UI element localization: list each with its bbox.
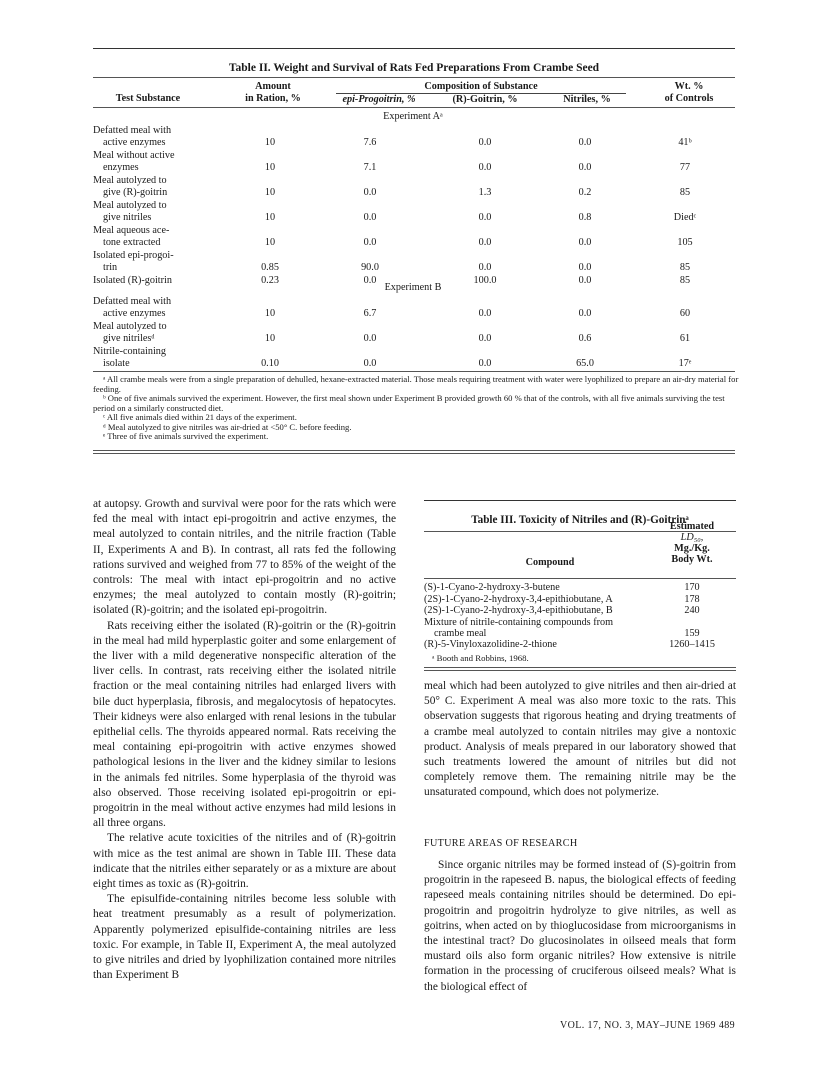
- cell-wt: 85: [679, 262, 691, 273]
- cell-nitriles: 0.0: [578, 137, 592, 148]
- experiment-a-label: Experiment Aᵃ: [383, 111, 443, 122]
- footnote: ᵉ Three of five animals survived the experiment.: [103, 431, 269, 441]
- header-ld50-line: Estimated: [669, 521, 715, 532]
- cell-nitriles: 0.0: [578, 162, 592, 173]
- cell-epi: 0.0: [363, 187, 377, 198]
- ld50-value: 170: [684, 582, 700, 593]
- paragraph: The relative acute toxicities of the nitriles and of (R)-goitrin with mice as the test animal are shown in Table III. These data indicate that the nitriles either separately or as a mixture are about eight times as toxic as (R)-goitrin.: [93, 832, 396, 891]
- header-goitrin: (R)-Goitrin, %: [452, 94, 518, 105]
- compound-name: Mixture of nitrile-containing compounds from: [424, 616, 613, 628]
- cell-amount: 10: [264, 308, 276, 319]
- cell-nitriles: 0.0: [578, 308, 592, 319]
- row-label: Defatted meal with: [93, 125, 172, 136]
- header-amount-2: in Ration, %: [245, 93, 301, 104]
- cell-wt: 85: [679, 275, 691, 286]
- table-3-title: Table III. Toxicity of Nitriles and (R)-Goitrinᵃ: [471, 514, 689, 526]
- row-label: Nitrile-containing: [93, 346, 166, 357]
- row-label: isolate: [103, 358, 130, 369]
- cell-amount: 10: [264, 187, 276, 198]
- row-label: trin: [103, 262, 118, 273]
- header-composition: Composition of Substance: [424, 81, 538, 92]
- cell-epi: 7.1: [363, 162, 377, 173]
- table-3-bottom-rule-2: [424, 670, 736, 671]
- cell-goitrin: 0.0: [478, 308, 492, 319]
- header-ld50-line: Mg./Kg.: [674, 543, 710, 554]
- cell-amount: 0.10: [261, 358, 279, 369]
- cell-epi: 6.7: [363, 308, 377, 319]
- paragraph: Rats receiving either the isolated (R)-goitrin or the (R)-goitrin in the meal had mild hyperplastic goiter and some enlargement of the liver with a mild degenerative nonspecific alteration of the liver cells. In contrast, rats receiving either the isolated nitrile fraction or the meal containing nitriles had enlarged livers with bile duct hyperplasia, fibrosis, and megalocytosis of hepatocytes. Their kidneys were also enlarged with renal lesions in the tubular epithelial cells. The thyroids appeared normal. Rats receiving the meal containing epi-progoitrin with active enzymes showed pathological lesions in the liver and the kidney similar to lesions in the animals fed nitriles. Some hyperplasia of the thyroid was also observed. Those receiving isolated epi-progoitrin or epi-progoitrin in the meal without active enzymes had mild lesions in all three organs.: [93, 619, 396, 830]
- cell-amount: 0.23: [261, 275, 279, 286]
- cell-wt: 77: [679, 162, 691, 173]
- table-2-title-rule: [93, 77, 735, 78]
- cell-epi: 90.0: [361, 262, 379, 273]
- table-2-header-rule: [93, 107, 735, 108]
- cell-nitriles: 0.8: [578, 212, 592, 223]
- row-label: enzymes: [103, 162, 139, 173]
- cell-epi: 0.0: [363, 237, 377, 248]
- cell-goitrin: 0.0: [478, 162, 492, 173]
- row-label: tone extracted: [103, 237, 161, 248]
- cell-wt: 105: [677, 237, 693, 248]
- header-test-substance: Test Substance: [115, 93, 181, 104]
- row-label: Meal autolyzed to: [93, 200, 167, 211]
- compound-name-cont: crambe meal: [434, 627, 487, 639]
- cell-wt: 17ᵉ: [678, 358, 692, 369]
- table-3-header-rule: [424, 578, 736, 579]
- cell-goitrin: 100.0: [473, 275, 497, 286]
- table-3-top-rule: [424, 500, 736, 501]
- cell-goitrin: 0.0: [478, 212, 492, 223]
- cell-wt: 60: [679, 308, 691, 319]
- right-column-text-2: [424, 858, 736, 995]
- header-ld50-line: LD₅₀,: [680, 532, 704, 543]
- cell-goitrin: 1.3: [478, 187, 492, 198]
- table-2-body-rule: [93, 371, 735, 372]
- cell-amount: 10: [264, 333, 276, 344]
- cell-nitriles: 0.2: [578, 187, 592, 198]
- header-nitriles: Nitriles, %: [563, 94, 611, 105]
- left-column: [93, 497, 396, 984]
- row-label: Meal autolyzed to: [93, 175, 167, 186]
- cell-nitriles: 0.6: [578, 333, 592, 344]
- cell-wt: 41ᵇ: [678, 137, 692, 148]
- section-heading: FUTURE AREAS OF RESEARCH: [424, 838, 578, 849]
- header-epi-progoitrin: epi-Progoitrin, %: [342, 94, 416, 105]
- paragraph: at autopsy. Growth and survival were poor for the rats which were fed the meal with intact epi-progoitrin and active enzymes, the meal autolyzed to contain nitriles, and the nitrile fraction (Table II, Experiments A and B). In contrast, all rats fed the following rations survived and weighed from 77 to 85% of the weight of the controls: The meal with intact epi-progoitrin and no active enzymes; the meal autolyzed to contain mostly (R)-goitrin; isolated (R)-goitrin; and the isolated epi-progoitrin.: [93, 498, 396, 617]
- row-label: give nitriles: [103, 212, 152, 223]
- compound-name: (S)-1-Cyano-2-hydroxy-3-butene: [424, 582, 560, 593]
- table-3-bottom-rule: [424, 667, 736, 668]
- compound-name: (2S)-1-Cyano-2-hydroxy-3,4-epithiobutane, A: [424, 593, 613, 605]
- cell-nitriles: 0.0: [578, 237, 592, 248]
- cell-amount: 0.85: [261, 262, 279, 273]
- top-rule: [93, 48, 735, 49]
- page-footer: VOL. 17, NO. 3, MAY–JUNE 1969 489: [560, 1020, 736, 1031]
- table-2-bottom-rule: [93, 450, 735, 451]
- paragraph: The episulfide-containing nitriles become less soluble with heat treatment presumably as a result of polymerization. Apparently polymerized episulfide-containing nitriles are less toxic. For example, in Table II, Experiment A, the meal autolyzed to give nitriles and dried by lyophilization contained more nitriles than Experiment B: [93, 893, 396, 982]
- row-label: Meal aqueous ace-: [93, 225, 170, 236]
- header-wt-2: of Controls: [664, 93, 714, 104]
- compound-name: (R)-5-Vinyloxazolidine-2-thione: [424, 639, 557, 650]
- cell-epi: 0.0: [363, 275, 377, 286]
- cell-amount: 10: [264, 237, 276, 248]
- ld50-value: 240: [684, 605, 700, 616]
- cell-epi: 7.6: [363, 137, 377, 148]
- cell-nitriles: 65.0: [576, 358, 594, 369]
- cell-wt: Diedᶜ: [673, 212, 697, 223]
- row-label: Meal autolyzed to: [93, 321, 167, 332]
- cell-epi: 0.0: [363, 212, 377, 223]
- table-3-header-compound: Compound: [525, 557, 575, 568]
- cell-goitrin: 0.0: [478, 137, 492, 148]
- header-ld50-line: Body Wt.: [671, 554, 713, 565]
- cell-wt: 85: [679, 187, 691, 198]
- row-label: give (R)-goitrin: [103, 187, 168, 198]
- cell-goitrin: 0.0: [478, 333, 492, 344]
- cell-nitriles: 0.0: [578, 275, 592, 286]
- compound-name: (2S)-1-Cyano-2-hydroxy-3,4-epithiobutane, B: [424, 605, 613, 616]
- cell-goitrin: 0.0: [478, 358, 492, 369]
- row-label: Defatted meal with: [93, 296, 172, 307]
- cell-amount: 10: [264, 212, 276, 223]
- cell-amount: 10: [264, 162, 276, 173]
- table-2-bottom-rule-2: [93, 453, 735, 454]
- header-wt-1: Wt. %: [674, 81, 704, 92]
- paragraph: Since organic nitriles may be formed instead of (S)-goitrin from progoitrin in the rapeseed B. napus, the biological effects of feeding rapeseed meals containing nitriles should be determined. Do epi-progoitrin and progoitrin hydrolyze to give nitriles, as well as goitrins, when acted on by thioglucosidase from microorganisms in the intestinal tract? Do glucosinolates in oilseed meals that form mustard oils also form organic nitriles? How extensive is nitrile formation in the processing of cruciferous oilseed meals? What is the biological effect of: [424, 859, 736, 993]
- row-label: give nitrilesᵈ: [103, 333, 155, 344]
- header-amount-1: Amount: [255, 81, 291, 92]
- footnote: ᵈ Meal autolyzed to give nitriles was air-dried at <50° C. before feeding.: [103, 421, 352, 432]
- row-label: active enzymes: [103, 137, 166, 148]
- experiment-b-label: Experiment B: [384, 282, 442, 293]
- footnote: ᵃ All crambe meals were from a single preparation of dehulled, hexane-extracted material. Those meals requiring treatment with water were lyophilized to prepare an air-dry material for feeding.: [93, 374, 739, 394]
- cell-nitriles: 0.0: [578, 262, 592, 273]
- cell-epi: 0.0: [363, 333, 377, 344]
- ld50-value: 159: [684, 627, 700, 639]
- table-3-footnote: ᵃ Booth and Robbins, 1968.: [432, 653, 529, 663]
- cell-wt: 61: [679, 333, 691, 344]
- ld50-value: 1260–1415: [669, 639, 715, 650]
- row-label: Isolated (R)-goitrin: [93, 275, 172, 286]
- footnote: ᵇ One of five animals survived the experiment. However, the first meal shown under Experiment B provided growth 60 % that of the controls, with all five animals surviving the test period on a similarly constructed diet.: [93, 393, 725, 413]
- cell-goitrin: 0.0: [478, 262, 492, 273]
- row-label: active enzymes: [103, 308, 166, 319]
- row-label: Isolated epi-progoi-: [93, 250, 174, 261]
- table-2-title: Table II. Weight and Survival of Rats Fed Preparations From Crambe Seed: [228, 62, 600, 74]
- ld50-value: 178: [684, 593, 700, 605]
- footnote: ᶜ All five animals died within 21 days of the experiment.: [103, 412, 297, 422]
- row-label: Meal without active: [93, 150, 175, 161]
- right-column-text: [424, 679, 736, 801]
- cell-amount: 10: [264, 137, 276, 148]
- paragraph: meal which had been autolyzed to give nitriles and then air-dried at 50° C. Experiment A meal was also more toxic to the rats. This observation suggests that rigorous heating and drying treatments of a crambe meal autolyzed to contain nitriles may give a nontoxic product. Analysis of meals prepared in our laboratory showed that such treatments lowered the amount of nitriles but did not completely remove them. The remaining nitrile may be the unsaturated compound, which does not polymerize.: [424, 680, 736, 799]
- cell-goitrin: 0.0: [478, 237, 492, 248]
- cell-epi: 0.0: [363, 358, 377, 369]
